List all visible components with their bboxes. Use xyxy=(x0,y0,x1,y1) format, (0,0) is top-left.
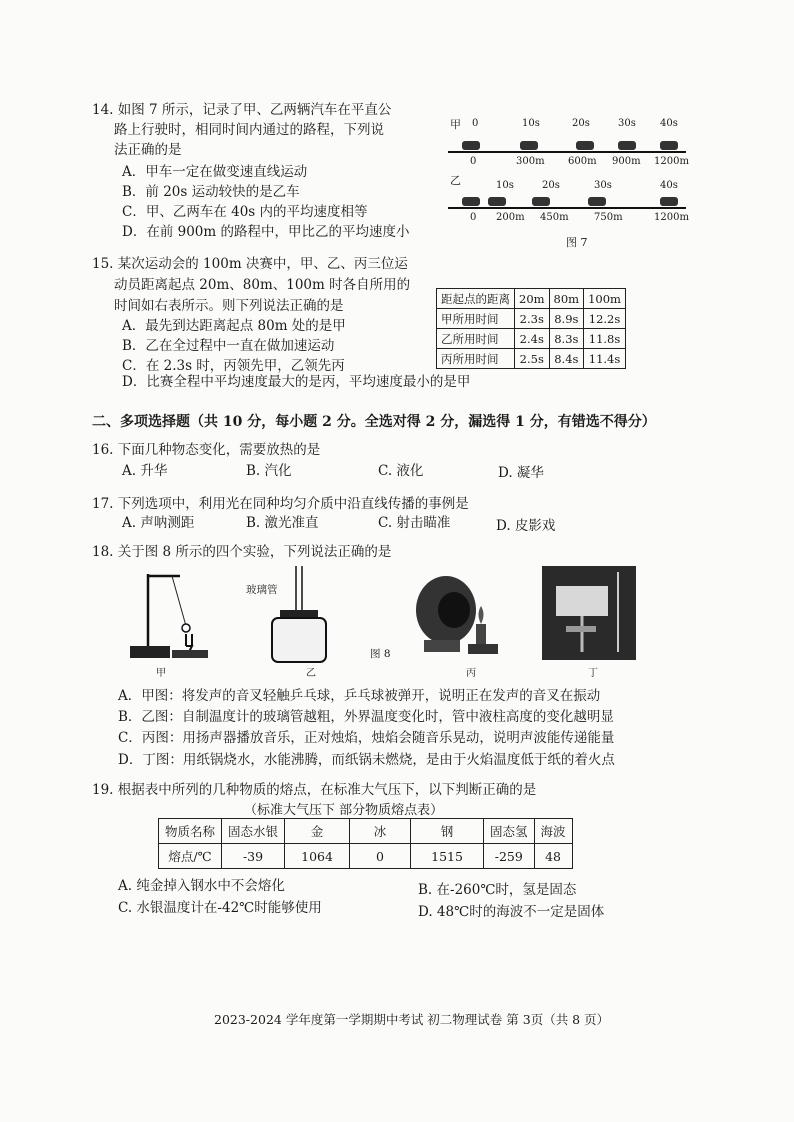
q17-option-a: A. 声呐测距 xyxy=(122,515,195,531)
table-row xyxy=(159,819,573,844)
table-cell: 冰 xyxy=(350,819,411,844)
fig7-car-b-label: 乙 xyxy=(450,174,461,187)
fig7-dist-a-3: 900m xyxy=(612,156,641,167)
q14-option-d: D．在前 900m 的路程中，甲比乙的平均速度小 xyxy=(122,224,410,240)
table-cell: 固态氢 xyxy=(484,819,535,844)
fig7-dist-b-2: 450m xyxy=(540,212,569,223)
fig7-dist-a-2: 600m xyxy=(568,156,597,167)
table-row xyxy=(159,844,573,869)
table-cell: -259 xyxy=(484,844,535,869)
q17-option-b: B. 激光准直 xyxy=(246,515,319,531)
q17-option-d: D. 皮影戏 xyxy=(496,518,556,534)
table-cell: 48 xyxy=(534,844,572,869)
table-cell: 物质名称 xyxy=(159,819,222,844)
table-row xyxy=(437,329,626,349)
fig7-dist-a-1: 300m xyxy=(516,156,545,167)
q18-option-b: B．乙图：自制温度计的玻璃管越粗，外界温度变化时，管中液柱高度的变化越明显 xyxy=(118,709,614,725)
q19-option-a: A. 纯金掉入钢水中不会熔化 xyxy=(118,878,285,894)
q15-stem-line-3: 时间如右表所示。则下列说法正确的是 xyxy=(114,298,344,314)
table-cell: -39 xyxy=(222,844,285,869)
fig7-time-b-4: 40s xyxy=(660,180,678,191)
table-cell: 11.8s xyxy=(584,329,626,349)
q16-option-c: C. 液化 xyxy=(378,463,424,479)
q17-option-c: C. 射击瞄准 xyxy=(378,515,451,531)
q16-option-a: A. 升华 xyxy=(122,463,168,479)
table-cell: 乙所用时间 xyxy=(437,329,515,349)
figure-8 xyxy=(118,566,638,682)
table-cell: 固态水银 xyxy=(222,819,285,844)
fig7-dist-b-1: 200m xyxy=(496,212,525,223)
q19-option-b: B. 在-260℃时，氢是固态 xyxy=(418,882,577,898)
fig7-dist-a-4: 1200m xyxy=(654,156,689,167)
table-cell: 海波 xyxy=(534,819,572,844)
table-row xyxy=(437,349,626,369)
table-cell: 甲所用时间 xyxy=(437,309,515,329)
table-cell: 8.4s xyxy=(549,349,584,369)
fig7-dist-b-4: 1200m xyxy=(654,212,689,223)
q16-option-b: B. 汽化 xyxy=(246,463,292,479)
q19-table-title: （标准大气压下 部分物质熔点表） xyxy=(244,803,444,818)
q15-stem-line-1: 15. 某次运动会的 100m 决赛中，甲、乙、丙三位运 xyxy=(92,256,408,272)
q15-option-d: D．比赛全程中平均速度最大的是丙，平均速度最小的是甲 xyxy=(122,374,471,390)
fig7-dist-b-3: 750m xyxy=(594,212,623,223)
fig8-caption: 图 8 xyxy=(370,648,391,660)
q19-stem: 19. 根据表中所列的几种物质的熔点，在标准大气压下，以下判断正确的是 xyxy=(92,782,537,798)
fig8-label-b: 乙 xyxy=(306,668,316,679)
table-cell: 100m xyxy=(584,289,626,309)
fig8-label-d: 丁 xyxy=(588,668,598,679)
q18-option-a: A．甲图：将发声的音叉轻触乒乓球，乒乓球被弹开，说明正在发声的音叉在振动 xyxy=(118,688,601,704)
fig7-dist-a-0: 0 xyxy=(470,156,477,167)
fig7-time-a-2: 20s xyxy=(572,118,590,129)
table-cell: 1064 xyxy=(285,844,350,869)
q14-stem-line-3: 法正确的是 xyxy=(114,142,182,158)
fig7-time-a-3: 30s xyxy=(618,118,636,129)
fig7-time-a-0: 0 xyxy=(472,118,479,129)
table-cell: 金 xyxy=(285,819,350,844)
section-2-heading: 二、多项选择题（共 10 分，每小题 2 分。全选对得 2 分，漏选得 1 分，有错选不得分） xyxy=(92,414,656,430)
table-row xyxy=(437,289,626,309)
table-cell: 0 xyxy=(350,844,411,869)
q14-option-c: C．甲、乙两车在 40s 内的平均速度相等 xyxy=(122,204,368,220)
fig7-time-b-2: 20s xyxy=(542,180,560,191)
table-cell: 钢 xyxy=(411,819,484,844)
fig8-label-a: 甲 xyxy=(156,668,166,679)
table-cell: 2.5s xyxy=(515,349,550,369)
q16-stem: 16. 下面几种物态变化，需要放热的是 xyxy=(92,442,321,458)
table-cell: 8.9s xyxy=(549,309,584,329)
table-cell: 丙所用时间 xyxy=(437,349,515,369)
q19-option-d: D. 48℃时的海波不一定是固体 xyxy=(418,904,605,920)
fig8-tuning-fork-setup xyxy=(128,566,218,662)
table-cell: 11.4s xyxy=(584,349,626,369)
q14-option-b: B．前 20s 运动较快的是乙车 xyxy=(122,184,300,200)
q18-option-d: D．丁图：用纸锅烧水，水能沸腾，而纸锅未燃烧，是由于火焰温度低于纸的着火点 xyxy=(118,752,615,768)
q14-stem-line-1: 14. 如图 7 所示，记录了甲、乙两辆汽车在平直公 xyxy=(92,102,392,118)
q14-option-a: A．甲车一定在做变速直线运动 xyxy=(122,164,308,180)
table-cell: 2.4s xyxy=(515,329,550,349)
q19-option-c: C. 水银温度计在-42℃时能够使用 xyxy=(118,900,322,916)
table-cell: 20m xyxy=(515,289,550,309)
q16-option-d: D. 凝华 xyxy=(498,465,544,481)
fig7-time-a-1: 10s xyxy=(522,118,540,129)
q15-stem-line-2: 动员距离起点 20m、80m、100m 时各自所用的 xyxy=(114,277,411,293)
q18-stem: 18. 关于图 8 所示的四个实验，下列说法正确的是 xyxy=(92,544,392,560)
q19-melting-point-table xyxy=(158,818,573,869)
table-row xyxy=(437,309,626,329)
table-cell: 12.2s xyxy=(584,309,626,329)
fig8-tube-label: 玻璃管 xyxy=(246,584,278,596)
figure-7-caption: 图 7 xyxy=(566,236,588,249)
fig7-time-b-3: 30s xyxy=(594,180,612,191)
fig7-time-b-1: 10s xyxy=(496,180,514,191)
figure-7-drawing xyxy=(448,114,688,224)
q17-stem: 17. 下列选项中，利用光在同种均匀介质中沿直线传播的事例是 xyxy=(92,496,469,512)
fig8-paper-pot-photo xyxy=(542,566,638,662)
q15-option-a: A．最先到达距离起点 80m 处的是甲 xyxy=(122,318,346,334)
fig8-label-c: 丙 xyxy=(466,668,476,679)
q15-option-b: B．乙在全过程中一直在做加速运动 xyxy=(122,338,335,354)
q14-stem-line-2: 路上行驶时，相同时间内通过的路程，下列说 xyxy=(114,122,384,138)
table-cell: 80m xyxy=(549,289,584,309)
page-footer: 2023-2024 学年度第一学期期中考试 初二物理试卷 第 3页（共 8 页） xyxy=(214,1012,610,1027)
table-cell: 8.3s xyxy=(549,329,584,349)
table-cell: 2.3s xyxy=(515,309,550,329)
q15-option-c: C．在 2.3s 时，丙领先甲，乙领先丙 xyxy=(122,358,345,374)
fig7-car-a-label: 甲 xyxy=(450,118,461,131)
fig8-bottle-thermometer xyxy=(258,566,338,666)
table-cell: 熔点/℃ xyxy=(159,844,222,869)
table-cell: 距起点的距离 xyxy=(437,289,515,309)
fig7-dist-b-0: 0 xyxy=(470,212,477,223)
q15-time-table xyxy=(436,288,626,369)
q18-option-c: C．丙图：用扬声器播放音乐，正对烛焰，烛焰会随音乐晃动，说明声波能传递能量 xyxy=(118,730,615,746)
figure-7 xyxy=(448,114,688,254)
table-cell: 1515 xyxy=(411,844,484,869)
fig7-time-a-4: 40s xyxy=(660,118,678,129)
fig8-speaker-candle xyxy=(402,570,512,670)
